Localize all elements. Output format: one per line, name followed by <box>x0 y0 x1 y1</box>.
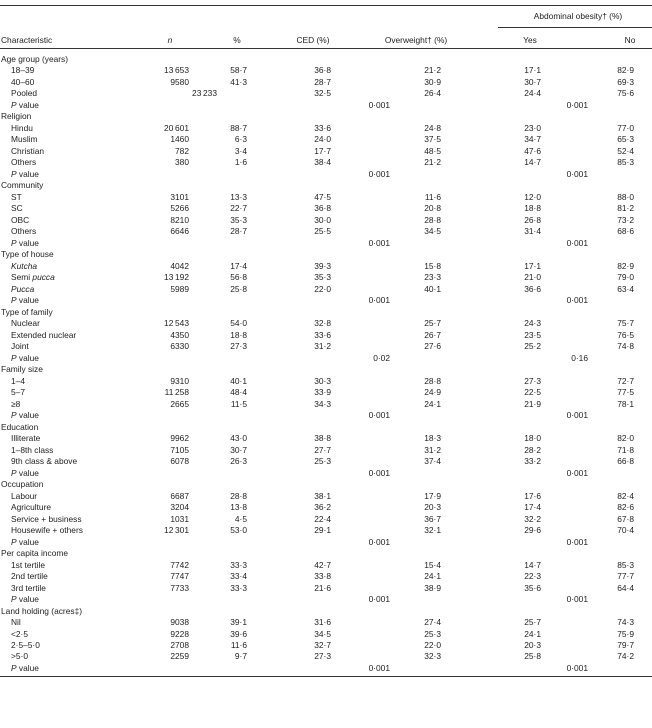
cell-ced: 22·0 <box>314 283 331 294</box>
cell-n-pooled: 23 233 <box>192 88 217 99</box>
cell-overweight: 18·3 <box>424 433 441 444</box>
section-label: Family size <box>1 364 43 375</box>
cell-n: 6330 <box>170 341 189 352</box>
cell-percent: 11·6 <box>230 639 247 650</box>
cell-n: 3204 <box>170 502 189 513</box>
row-label: 2·5–5·0 <box>11 639 40 650</box>
p-value-abdominal: 0·001 <box>566 168 588 179</box>
cell-n: 6687 <box>170 490 189 501</box>
p-value-abdominal: 0·001 <box>566 536 588 547</box>
cell-ced: 32·7 <box>314 639 331 650</box>
cell-obesity-no: 82·6 <box>617 502 634 513</box>
cell-overweight: 48·5 <box>424 145 441 156</box>
cell-ced: 39·3 <box>314 260 331 271</box>
cell-obesity-yes: 17·1 <box>524 260 541 271</box>
row-label: 40–60 <box>11 76 35 87</box>
cell-percent: 22·7 <box>230 203 247 214</box>
p-value-label: P value <box>11 662 39 673</box>
row-label: 9th class & above <box>11 456 78 467</box>
row-label: Kutcha <box>11 260 38 271</box>
col-header-n: n <box>167 35 173 45</box>
p-value-abdominal: 0·001 <box>566 237 588 248</box>
cell-n: 2665 <box>170 398 189 409</box>
cell-overweight: 21·2 <box>424 157 441 168</box>
cell-ced: 27·7 <box>314 444 331 455</box>
cell-obesity-yes: 14·7 <box>524 559 541 570</box>
section-label: Community <box>1 180 44 191</box>
cell-percent: 9·7 <box>234 651 247 662</box>
cell-obesity-no: 63·4 <box>617 283 634 294</box>
row-label: 1st tertile <box>11 559 45 570</box>
cell-ced: 29·1 <box>314 525 331 536</box>
cell-overweight: 20·8 <box>424 203 441 214</box>
cell-obesity-yes: 35·6 <box>524 582 541 593</box>
section-label: Per capita income <box>1 548 69 559</box>
cell-ced: 30·0 <box>314 214 331 225</box>
cell-ced: 47·5 <box>314 191 331 202</box>
header-bottom-rule <box>0 48 652 49</box>
row-label: Extended nuclear <box>11 329 77 340</box>
p-value-overweight: 0·001 <box>368 594 390 605</box>
cell-overweight: 26·4 <box>424 88 441 99</box>
p-value-label: P value <box>11 99 39 110</box>
cell-obesity-yes: 21·0 <box>524 272 541 283</box>
cell-obesity-yes: 28·2 <box>524 444 541 455</box>
cell-obesity-yes: 25·8 <box>524 651 541 662</box>
row-label: Housewife + others <box>11 525 83 536</box>
p-value-overweight: 0·001 <box>368 295 390 306</box>
row-label: <2·5 <box>11 628 28 639</box>
section-label: Religion <box>1 111 32 122</box>
section-label: Education <box>1 421 39 432</box>
cell-obesity-no: 76·5 <box>617 329 634 340</box>
cell-obesity-yes: 32·2 <box>524 513 541 524</box>
cell-overweight: 24·1 <box>424 571 441 582</box>
cell-percent: 39·6 <box>230 628 247 639</box>
section-label: Type of family <box>1 306 53 317</box>
p-value-abdominal: 0·001 <box>566 662 588 673</box>
cell-obesity-yes: 20·3 <box>524 639 541 650</box>
cell-overweight: 38·9 <box>424 582 441 593</box>
cell-n: 6646 <box>170 226 189 237</box>
cell-obesity-no: 82·0 <box>617 433 634 444</box>
row-label: Agriculture <box>11 502 52 513</box>
cell-obesity-no: 82·9 <box>617 260 634 271</box>
cell-percent: 11·5 <box>230 398 247 409</box>
cell-n: 12 301 <box>164 525 189 536</box>
cell-ced: 38·8 <box>314 433 331 444</box>
row-label: OBC <box>11 214 30 225</box>
p-value-overweight: 0·001 <box>368 410 390 421</box>
cell-overweight: 23·3 <box>424 272 441 283</box>
cell-overweight: 11·6 <box>424 191 441 202</box>
cell-overweight: 28·8 <box>424 375 441 386</box>
cell-obesity-yes: 17·1 <box>524 65 541 76</box>
cell-obesity-yes: 17·6 <box>524 490 541 501</box>
cell-percent: 18·8 <box>230 329 247 340</box>
cell-n: 4042 <box>170 260 189 271</box>
row-label: 2nd tertile <box>11 571 48 582</box>
cell-ced: 30·3 <box>314 375 331 386</box>
row-label: 18–39 <box>11 65 35 76</box>
cell-n: 1031 <box>170 513 189 524</box>
cell-overweight: 32·1 <box>424 525 441 536</box>
cell-obesity-no: 72·7 <box>617 375 634 386</box>
cell-obesity-no: 78·1 <box>617 398 634 409</box>
cell-percent: 1·6 <box>234 157 247 168</box>
group-header-rule <box>498 27 652 28</box>
cell-overweight: 21·2 <box>424 65 441 76</box>
cell-percent: 4·5 <box>234 513 247 524</box>
cell-n: 5989 <box>170 283 189 294</box>
cell-n: 4350 <box>170 329 189 340</box>
cell-obesity-yes: 18·8 <box>524 203 541 214</box>
cell-overweight: 25·3 <box>424 628 441 639</box>
cell-obesity-no: 74·8 <box>617 341 634 352</box>
section-label: Land holding (acres‡) <box>1 605 83 616</box>
cell-overweight: 24·9 <box>424 387 441 398</box>
p-value-abdominal: 0·001 <box>566 99 588 110</box>
p-value-label: P value <box>11 410 39 421</box>
cell-obesity-yes: 47·6 <box>524 145 541 156</box>
cell-overweight: 17·9 <box>424 490 441 501</box>
p-value-overweight: 0·001 <box>368 237 390 248</box>
p-value-overweight: 0·02 <box>373 352 390 363</box>
cell-obesity-no: 77·5 <box>617 387 634 398</box>
row-label: Pucca <box>11 283 35 294</box>
cell-obesity-no: 69·3 <box>617 76 634 87</box>
cell-overweight: 32·3 <box>424 651 441 662</box>
cell-obesity-no: 79·7 <box>617 639 634 650</box>
p-value-abdominal: 0·001 <box>566 410 588 421</box>
cell-n: 9038 <box>170 617 189 627</box>
cell-percent: 28·8 <box>230 490 247 501</box>
cell-obesity-no: 73·2 <box>617 214 634 225</box>
cell-ced: 38·4 <box>314 157 331 168</box>
cell-obesity-no: 65·3 <box>617 134 634 145</box>
cell-n: 9580 <box>170 76 189 87</box>
cell-obesity-yes: 29·6 <box>524 525 541 536</box>
row-label: Labour <box>11 490 38 501</box>
cell-percent: 41·3 <box>230 76 247 87</box>
cell-overweight: 25·7 <box>424 318 441 329</box>
cell-n: 12 543 <box>164 318 189 329</box>
row-label: Hindu <box>11 122 33 133</box>
cell-percent: 28·7 <box>230 226 247 237</box>
cell-obesity-no: 77·7 <box>617 571 634 582</box>
cell-ced: 25·3 <box>314 456 331 467</box>
row-label: >5·0 <box>11 651 28 662</box>
cell-obesity-yes: 24·4 <box>524 88 541 99</box>
cell-ced: 36·2 <box>314 502 331 513</box>
cell-n: 9310 <box>170 375 189 386</box>
cell-ced: 34·3 <box>314 398 331 409</box>
cell-obesity-no: 82·9 <box>617 65 634 76</box>
cell-obesity-no: 52·4 <box>617 145 634 156</box>
row-label: ≥8 <box>11 398 21 409</box>
cell-ced: 24·0 <box>314 134 331 145</box>
cell-n: 13 653 <box>164 65 189 76</box>
cell-ced: 22·4 <box>314 513 331 524</box>
abdominal-obesity-group-header: Abdominal obesity† (%) <box>533 11 623 21</box>
cell-n: 8210 <box>170 214 189 225</box>
row-label: Muslim <box>11 134 38 145</box>
cell-percent: 26·3 <box>230 456 247 467</box>
cell-percent: 40·1 <box>230 375 247 386</box>
row-label: SC <box>11 203 23 214</box>
cell-n: 1460 <box>170 134 189 145</box>
cell-ced: 33·9 <box>314 387 331 398</box>
cell-percent: 48·4 <box>230 387 247 398</box>
row-label: Joint <box>11 341 29 352</box>
cell-ced: 28·7 <box>314 76 331 87</box>
cell-n: 7733 <box>170 582 189 593</box>
cell-percent: 25·8 <box>230 283 247 294</box>
cell-obesity-yes: 22·5 <box>524 387 541 398</box>
cell-obesity-yes: 31·4 <box>524 226 541 237</box>
cell-percent: 6·3 <box>234 134 247 145</box>
p-value-label: P value <box>11 352 39 363</box>
cell-n: 9228 <box>170 628 189 639</box>
p-value-label: P value <box>11 467 39 478</box>
section-label: Age group (years) <box>1 54 69 64</box>
cell-obesity-yes: 33·2 <box>524 456 541 467</box>
section-label: Type of house <box>1 249 54 260</box>
cell-overweight: 31·2 <box>424 444 441 455</box>
p-value-label: P value <box>11 594 39 605</box>
cell-percent: 35·3 <box>230 214 247 225</box>
cell-ced: 21·6 <box>314 582 331 593</box>
table-bottom-rule <box>0 676 652 677</box>
p-value-abdominal: 0·16 <box>571 352 588 363</box>
p-value-label: P value <box>11 295 39 306</box>
cell-percent: 54·0 <box>230 318 247 329</box>
cell-n: 782 <box>175 145 189 156</box>
p-value-abdominal: 0·001 <box>566 467 588 478</box>
row-label: Pooled <box>11 88 38 99</box>
col-header-percent: % <box>233 35 241 45</box>
cell-ced: 36·8 <box>314 203 331 214</box>
cell-n: 13 192 <box>164 272 189 283</box>
cell-obesity-no: 71·8 <box>617 444 634 455</box>
cell-obesity-no: 75·7 <box>617 318 634 329</box>
p-value-label: P value <box>11 536 39 547</box>
cell-obesity-yes: 21·9 <box>524 398 541 409</box>
row-label: Christian <box>11 145 45 156</box>
cell-overweight: 22·0 <box>424 639 441 650</box>
row-label: ST <box>11 191 22 202</box>
cell-obesity-yes: 14·7 <box>524 157 541 168</box>
cell-overweight: 24·8 <box>424 122 441 133</box>
p-value-overweight: 0·001 <box>368 168 390 179</box>
cell-obesity-yes: 27·3 <box>524 375 541 386</box>
row-label: 1–8th class <box>11 444 54 455</box>
cell-overweight: 36·7 <box>424 513 441 524</box>
cell-obesity-yes: 23·5 <box>524 329 541 340</box>
cell-overweight: 26·7 <box>424 329 441 340</box>
cell-overweight: 15·8 <box>424 260 441 271</box>
cell-percent: 53·0 <box>230 525 247 536</box>
cell-overweight: 28·8 <box>424 214 441 225</box>
cell-obesity-yes: 36·6 <box>524 283 541 294</box>
col-header-ced: CED (%) <box>296 35 330 45</box>
row-label: 5–7 <box>11 387 25 398</box>
cell-percent: 56·8 <box>230 272 247 283</box>
cell-obesity-no: 74·2 <box>617 651 634 662</box>
cell-n: 380 <box>175 157 189 168</box>
cell-obesity-yes: 18·0 <box>524 433 541 444</box>
cell-overweight: 37·4 <box>424 456 441 467</box>
cell-overweight: 30·9 <box>424 76 441 87</box>
cell-n: 9962 <box>170 433 189 444</box>
cell-obesity-yes: 24·3 <box>524 318 541 329</box>
cell-ced: 34·5 <box>314 628 331 639</box>
cell-ced: 38·1 <box>314 490 331 501</box>
table-top-rule <box>0 5 652 6</box>
row-label: Others <box>11 226 37 237</box>
row-label: Others <box>11 157 37 168</box>
p-value-label: P value <box>11 237 39 248</box>
cell-obesity-no: 74·3 <box>617 617 634 627</box>
cell-ced: 33·6 <box>314 329 331 340</box>
cell-obesity-no: 67·8 <box>617 513 634 524</box>
cell-percent: 3·4 <box>234 145 247 156</box>
cell-ced: 17·7 <box>314 145 331 156</box>
cell-obesity-no: 81·2 <box>617 203 634 214</box>
row-label: Nuclear <box>11 318 40 329</box>
cell-obesity-no: 64·4 <box>617 582 634 593</box>
cell-obesity-yes: 34·7 <box>524 134 541 145</box>
cell-ced: 33·8 <box>314 571 331 582</box>
cell-ced: 32·8 <box>314 318 331 329</box>
row-label: 3rd tertile <box>11 582 46 593</box>
cell-n: 2259 <box>170 651 189 662</box>
cell-percent: 43·0 <box>230 433 247 444</box>
cell-obesity-no: 77·0 <box>617 122 634 133</box>
cell-obesity-yes: 25·2 <box>524 341 541 352</box>
cell-obesity-yes: 17·4 <box>524 502 541 513</box>
cell-overweight: 24·1 <box>424 398 441 409</box>
p-value-overweight: 0·001 <box>368 99 390 110</box>
row-label: Semi pucca <box>11 272 55 283</box>
cell-obesity-no: 75·9 <box>617 628 634 639</box>
cell-percent: 39·1 <box>230 617 247 627</box>
cell-ced: 27·3 <box>314 651 331 662</box>
cell-obesity-yes: 25·7 <box>524 617 541 627</box>
cell-obesity-no: 70·4 <box>617 525 634 536</box>
cell-n: 3101 <box>170 191 189 202</box>
cell-percent: 13·3 <box>230 191 247 202</box>
row-label: Nil <box>11 617 21 627</box>
cell-percent: 58·7 <box>230 65 247 76</box>
cell-overweight: 37·5 <box>424 134 441 145</box>
cell-obesity-no: 82·4 <box>617 490 634 501</box>
col-header-characteristic: Characteristic <box>1 35 53 45</box>
cell-overweight: 40·1 <box>424 283 441 294</box>
cell-ced: 42·7 <box>314 559 331 570</box>
cell-obesity-yes: 26·8 <box>524 214 541 225</box>
cell-percent: 33·3 <box>230 559 247 570</box>
cell-overweight: 15·4 <box>424 559 441 570</box>
cell-n: 7747 <box>170 571 189 582</box>
cell-n: 6078 <box>170 456 189 467</box>
cell-obesity-no: 88·0 <box>617 191 634 202</box>
cell-overweight: 27·4 <box>424 617 441 627</box>
p-value-abdominal: 0·001 <box>566 594 588 605</box>
cell-ced: 31·2 <box>314 341 331 352</box>
col-header-no: No <box>624 35 636 45</box>
cell-n: 2708 <box>170 639 189 650</box>
cell-obesity-no: 68·6 <box>617 226 634 237</box>
cell-n: 11 258 <box>164 387 189 398</box>
cell-percent: 17·4 <box>230 260 247 271</box>
row-label: Service + business <box>11 513 82 524</box>
cell-percent: 33·4 <box>230 571 247 582</box>
cell-obesity-yes: 23·0 <box>524 122 541 133</box>
cell-obesity-no: 75·6 <box>617 88 634 99</box>
cell-overweight: 20·3 <box>424 502 441 513</box>
cell-obesity-no: 85·3 <box>617 157 634 168</box>
cell-ced: 35·3 <box>314 272 331 283</box>
p-value-overweight: 0·001 <box>368 467 390 478</box>
cell-obesity-yes: 22·3 <box>524 571 541 582</box>
p-value-abdominal: 0·001 <box>566 295 588 306</box>
cell-obesity-yes: 24·1 <box>524 628 541 639</box>
cell-ced: 36·8 <box>314 65 331 76</box>
cell-ced: 31·6 <box>314 617 331 627</box>
col-header-overweight: Overweight† (%) <box>384 35 448 45</box>
cell-percent: 13·8 <box>230 502 247 513</box>
p-value-overweight: 0·001 <box>368 536 390 547</box>
cell-obesity-no: 79·0 <box>617 272 634 283</box>
col-header-yes: Yes <box>523 35 537 45</box>
p-value-overweight: 0·001 <box>368 662 390 673</box>
cell-ced: 32·5 <box>314 88 331 99</box>
cell-percent: 33·3 <box>230 582 247 593</box>
cell-n: 7105 <box>170 444 189 455</box>
cell-obesity-no: 85·3 <box>617 559 634 570</box>
cell-n: 5266 <box>170 203 189 214</box>
row-label: Illiterate <box>11 433 41 444</box>
cell-obesity-no: 66·8 <box>617 456 634 467</box>
cell-obesity-yes: 30·7 <box>524 76 541 87</box>
row-label: 1–4 <box>11 375 25 386</box>
cell-ced: 33·6 <box>314 122 331 133</box>
cell-obesity-yes: 12·0 <box>524 191 541 202</box>
cell-overweight: 34·5 <box>424 226 441 237</box>
cell-percent: 88·7 <box>230 122 247 133</box>
cell-n: 7742 <box>170 559 189 570</box>
section-label: Occupation <box>1 479 44 490</box>
cell-overweight: 27·6 <box>424 341 441 352</box>
cell-ced: 25·5 <box>314 226 331 237</box>
cell-percent: 30·7 <box>230 444 247 455</box>
cell-percent: 27·3 <box>230 341 247 352</box>
p-value-label: P value <box>11 168 39 179</box>
cell-n: 20 601 <box>164 122 189 133</box>
